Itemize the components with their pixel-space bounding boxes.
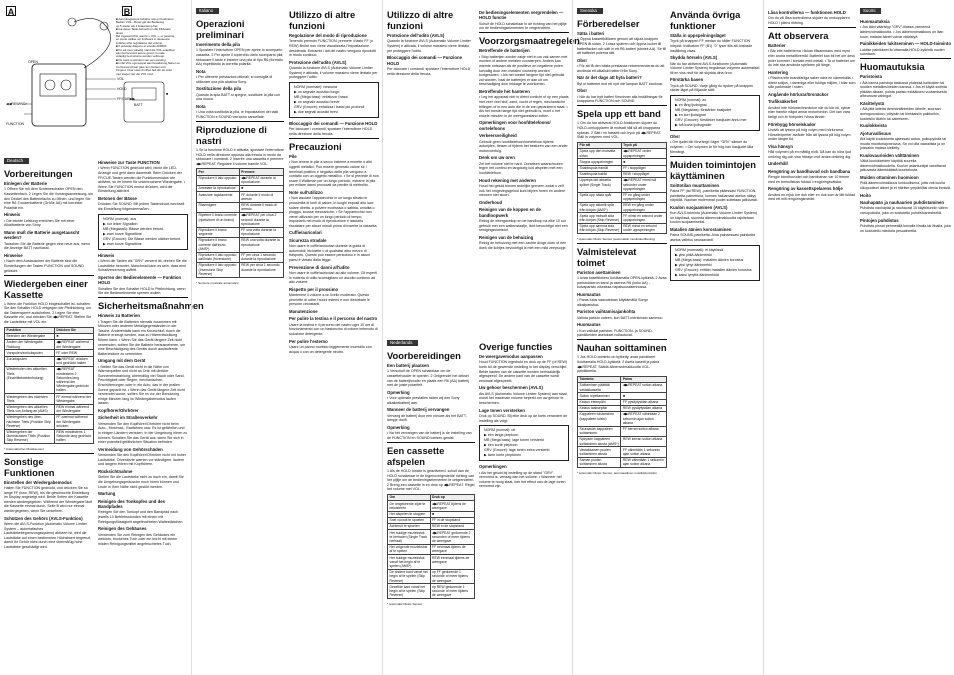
paragraph: 1 Wenn die Funktion HOLD eingeschaltet ist, schalten Sie den Schalter HOLD entgegen der Pfeilrichtung, um die Tastensperre aufzuheben. 2 Legen Sie eine Kassette ein, und drücken Sie ◀▶REPEAT. Stellen Sie die Lautstärke mit VOL ein. bbox=[4, 301, 92, 324]
paragraph: Vaihda paristo uuteen, kun BATT-merkkivalo sammuu. bbox=[577, 315, 664, 320]
function-table: Per Premere Riprodurre il lato opposto ◀▶REPEAT durante la riproduzione Arrestare la riproduzione ■ Avanzare rapidamente FF durante il modo di arresto Riavvolgere REW durante il modo di arresto Ripetere il brano corrente (ripetizione di un brano) ◀▶REPEAT per circa 2 secondi durante la riproduzione Riprodurre il brano seguente FF una volta durante la riproduzione Riprodurre il brano corrente dall'inizio (AMS*) REW una volta durante la riproduzione Riprodurre il lato opposto dall'inizio (Inversione) FF per circa 1 secondo durante la riproduzione Riprodurre il lato opposto (Inversione Skip Reverse) REW per circa 1 secondo durante la riproduzione bbox=[196, 168, 284, 277]
paragraph: Mantenere il volume a un livello moderato. Questo permette di udire i suoni esterni e non disturbare le persone circostanti. bbox=[289, 293, 370, 307]
function-table: För att Tryck på Spela upp den motsatta sidan ◀▶REPEAT under uppspelningen Stoppa uppspelningen ■ Snabbspola framåt FF i stoppläget Snabbspola bakåt REW i stoppläget Upprepa det aktuella spåret (Single Track) ◀▶REPEAT minst två sekunder under uppspelningen Spela upp nästa spår FF en gång under uppspelningen Spela upp aktuellt spår från början (AMS*) REW en gång under uppspelningen Spela upp motsatt sida från början (Skip Reverse) FF minst en sekund under uppspelningen Spela upp samma sida från början (Skip Reverse) REW minst en sekund under uppspelningen bbox=[577, 142, 667, 234]
paragraph: • Bär inte batterierna i fickan tillsammans med mynt eller andra metallföremål. Batteriet kan bli het om dess poler kommer i kontakt med metall. • Ta ut batteriet om du inte ska använda spelaren på länge. bbox=[768, 49, 855, 68]
subheading: Sicurezza stradale bbox=[289, 237, 327, 243]
subheading: Underhåll bbox=[768, 161, 788, 167]
heading: Operazioni preliminari bbox=[196, 18, 245, 40]
function-table: Toiminto Paina Soittaminen päättää vastakkaiselta ◀▶REPEAT soiton aikana Soiton lopettaminen ■ Kelaus eteenpäin FF pysäytystilan aikana Kelaus taaksepäin REW pysäytystilan aikana Kappaleen toistaminen (kappaleen toisto) ◀▶REPEAT vähintään 2 sekunnin ajan soiton aikana Seuraavan kappaleen soittaminen FF kerran soiton aikana Nykyisen kappaleen soittaminen alusta (AMS*) REW kerran soiton aikana Vastakkaisen puolen soittaminen alusta FF vähintään 1 sekunnin ajan soiton aikana Saman puolen soittaminen alusta REW vähintään 1 sekunnin ajan soiton aikana bbox=[577, 376, 667, 468]
paragraph: • Om ljudet blir förvrängt i läget "GRV" sänker du volymen. • Om volymen är för hög kan basljudet låta förvrängt. bbox=[670, 140, 754, 154]
paragraph: • Non tenere le pile a secco insieme a monete o altri oggetti metallici. Può essere generato calore se i terminali positivo e negativo della pila vengono a contatto con un oggetto metallico. • Se si prevede di non usare il Walkman per un lungo periodo, estrarre la pila per evitare danni provocati da perdite di elettrolito. bbox=[289, 160, 379, 188]
subheading: Sicherheit im Straßenverkehr bbox=[98, 415, 158, 421]
heading: Precauzioni bbox=[289, 138, 379, 152]
paragraph: Tryck på knappen FF medan du håller FUNCTION intryckt. Indikatorn FF (B1) "0" lyser tills att önskade inställning visas. bbox=[670, 39, 753, 53]
footnote: * Automatic Music Sensor (automatisk musikidentifiering) bbox=[577, 237, 655, 242]
table-row: Beenden der Wiedergabe ■ bbox=[5, 333, 94, 339]
heading: Voorbereidingen bbox=[387, 350, 461, 361]
paragraph: • Tragen Sie die Batterien niemals zusammen mit Münzen oder anderen Metallgegenständen in der Tasche. Anderenfalls kann ein Kurzschluß durch die Batterie erzeugt werden, was zu Hitzeentwicklung führen kann. • Wenn Sie das Gerät längere Zeit nicht verwenden, sollten Sie die Batterie herausnehmen, um eine Beschädigung des Geräts durch auslaufende Batteriesäure zu vermeiden. bbox=[98, 319, 186, 356]
subheading: Pariston asettaminen bbox=[577, 269, 621, 275]
table-row: Snabbspola framåt FF i stoppläget bbox=[578, 165, 667, 171]
sound-mode-box: NORM (normaali): ei käytössä ▶ yksi pitkä äänimerkki MB (Mega bass): matalien äänien korostus ▶ yksi lyhyt äänimerkki GRV (Groove): erittäin matalien äänien korostus ▶ kaksi lyhyttä äänimerkkiä bbox=[670, 245, 760, 281]
paragraph: Drücken Sie SOUND. Mit jedem Tastendruck wechselt die Einstellung folgendermaßen: bbox=[98, 202, 185, 211]
subheading: Verkeersveiligheid bbox=[479, 133, 517, 139]
italian-col-2 bbox=[289, 8, 379, 669]
label-stop: ■ bbox=[166, 92, 169, 96]
paragraph: • Kun vaihdat pariston, FUNCTION- ja SOUND-painikkeiden asetukset nollautuvat. bbox=[577, 328, 653, 338]
italian-col-1 bbox=[196, 8, 284, 669]
page-swedish bbox=[572, 0, 763, 675]
table-row: Spela upp aktuellt spår från början (AMS*) REW en gång under uppspelningen bbox=[578, 202, 667, 212]
subheading: Ställa in uppspelningsläget bbox=[670, 33, 726, 38]
paragraph: Byt ut batteriet mot ett nytt när lampan BATT slocknar. bbox=[577, 81, 663, 86]
paragraph: Reinigen Sie den Tonkopf und den Bandpfad nach jeweils 10 Betriebsstunden mit einem mit Reinigungsflüssigkeit angefeuchteten Wattestäbchen. bbox=[98, 510, 184, 524]
walkman-window bbox=[40, 74, 76, 96]
subheading: Opmerkingen voor hoofdtelefoons/ oortelefoons bbox=[479, 120, 551, 131]
dutch-col-top-left bbox=[387, 8, 475, 336]
paragraph: Kun AVLS-toiminto (Automatic Volume Limiter System) on käytössä, suurinta äänenvoimakkuutta rajoitetaan kuulon suojaamiseksi. bbox=[670, 211, 758, 225]
subheading: Batterier bbox=[768, 42, 786, 48]
subheading: Huomautus bbox=[577, 291, 601, 297]
paragraph: • Leg het apparaat niet in direct zonlicht of op een plaats met zeer veel stof, zand, vocht of regen, mechanische trillingen of in een auto die in de zon geparkeerd staat. • Als het toestel lange tijd niet gebruikt is, moet u het enkele minuten in de weergavestand zetten. bbox=[479, 95, 569, 118]
paragraph: • Stellen Sie das Gerät nicht in die Nähe von Wärmequellen und nicht an Orte mit direkter Sonneneinstrahlung, übermäßig viel Staub oder Sand, Feuchtigkeit oder Regen, mechanischen Erschütterungen oder in ein Auto, das in der prallen Sonne geparkt ist. • Wenn das Gerät längere Zeit nicht verwendet wurde, sollten Sie es vor der Benutzung einige Minuten lang im Wiedergabemodus laufen lassen. bbox=[98, 364, 185, 406]
heading: Muiden toimintojen käyttäminen bbox=[670, 156, 760, 181]
paragraph: Quando la funzione AVLS (Automatic Volume Limiter System) è attivata, il volume massimo viene limitato per proteggere l'udito. bbox=[289, 66, 378, 80]
label-hold: HOLD bbox=[117, 87, 127, 91]
table-row: Riavvolgere REW durante il modo di arresto bbox=[197, 202, 284, 212]
paragraph: Använd en mjuk torr duk eller en duk som är lätt fuktad med ett milt rengöringsmedel. bbox=[768, 192, 856, 202]
table-row: Dezelfde kant vanaf het begin af te spelen (Skip Reverse) op REW gedurende 1 seconde of meer tijdens de weergave bbox=[388, 584, 475, 599]
paragraph: Om du vill låsa kontrollerna skjuter du omkopplaren HOLD i pilens riktning. bbox=[768, 16, 850, 25]
paragraph: • Nach dem Austauschen der Batterie sind die Einstellungen der Tasten FUNCTION und SOUND gelöscht. bbox=[4, 259, 84, 273]
paragraph: Älä käytä kuulokkeita ajaessasi autoa, polkupyörää tai muuta moottoriajoneuvoa. Se voi olla vaarallista ja on joissakin maissa kielletty. bbox=[860, 136, 947, 151]
paragraph: Non usare le cuffie/auricolari ad alto volume. Gli esperti in materia di udito sconsigliano un ascolto continuo ad alto volume. bbox=[289, 271, 378, 285]
subheading: Bloccaggio dei comandi — Funzione HOLD bbox=[289, 120, 378, 126]
heading: Een cassette afspelen bbox=[387, 442, 475, 467]
paragraph: Verwenden Sie den Kopfhörer/Ohrhörer nicht mit hoher Lautstärke. Ohrenärzte warnen vor ständigem, lautem und langem Hören mit Kopfhörern. bbox=[98, 453, 186, 467]
language-tag: Suomi bbox=[860, 8, 881, 14]
subheading: Ajoturvallisuus bbox=[860, 130, 892, 136]
function-table: Om Druk op De omgekeerde zijde te beluisteren ◀▶REPEAT tijdens de weergave Het afspelen te stoppen ■ Snel vooruit te spoelen FF in de stopstand Achteruit te spoelen REW in de stopstand Het huidige muziekstuk te herhalen (Single Track herhaal) ◀▶REPEAT gedurende 2 seconden of meer tijdens de weergave Het volgende muziekstuk af te spelen FF eenmaal tijdens de weergave Het huidige muziekstuk vanaf het begin af te spelen (AMS*) REW eenmaal tijdens de weergave De andere kant vanaf het begin af te spelen (Skip Reverse) op FF gedurende 1 seconde of meer tijdens de weergave Dezelfde kant vanaf het begin af te spelen (Skip Reverse) op REW gedurende 1 seconde of meer tijdens de weergave bbox=[387, 494, 475, 599]
paragraph: Undvik att lyssna på hög volym med hörlurarna. Hörselexperter avråder från att lyssna på hög volym under längre tid. bbox=[768, 127, 851, 142]
subheading: Reinigen van de behuizing bbox=[479, 234, 534, 240]
subheading: Betreffende het hanteren bbox=[479, 88, 530, 94]
table-row: Spela upp den motsatta sidan ◀▶REPEAT under uppspelningen bbox=[578, 148, 667, 158]
subheading: Opmerking bbox=[387, 389, 410, 395]
paragraph: Tauschen Sie die Batterie gegen eine neue aus, wenn die Anzeige BATT nachlasst. bbox=[4, 241, 90, 251]
subheading: Reinigen des Gehäuses bbox=[98, 526, 147, 532]
paragraph: Schalten Sie den Schalter HOLD in Pfeilrichtung, wenn Sie die Bedienelemente sperren wollen. bbox=[98, 286, 186, 296]
paragraph: Wenn die AVLS-Funktion (Automatic Volume Limiter System – automatisches Lautstärkebegrenzungssystem) aktiviert ist, wird die Lautstärke auf einen bestimmten Höchstwert begrenzt, damit Ihr Gehör nicht durch eine übermäßig hohe Lautstärke geschädigt wird. bbox=[4, 521, 92, 549]
paragraph: • För att få den bästa prestanda rekommenderas du att använda ett alkaliskt batteri från Sony. bbox=[577, 64, 665, 73]
paragraph: När du har aktiverat AVLS-funktionen (Automatic Volume Limiter System) begränsas volymen automatiskt till en viss nivå för att skydda dina öron. bbox=[670, 61, 760, 75]
subheading: Wartung bbox=[98, 491, 116, 497]
paragraph: Vältä kuulokkeiden käyttöä suurella äänenvoimakkuudella. Kuulon asiantuntijat varoittavat jatkuvasta äänekkäästä kuuntelusta. bbox=[860, 159, 946, 173]
table-row: Riprodurre il brano seguente FF una volta durante la riproduzione bbox=[197, 227, 284, 237]
subheading: Regolazione del modo di riproduzione bbox=[289, 33, 367, 38]
paragraph: 1 Als de HOLD functie is geactiveerd, schuif dan de HOLD schakelaar in de tegenovergestelde richting van het pijltje om de bedieningselementen te ontgrendelen. 2 Breng een cassette in en druk op ◀▶REPEAT. Regel het volume met VOL. bbox=[387, 468, 475, 492]
heading: Utilizzo di altre funzioni bbox=[387, 9, 454, 31]
table-row: Zurückspulen ◀▶REPEAT drücken und gedrückt halten bbox=[5, 356, 94, 366]
table-row: Wiedergeben der übernächsten Titels (Position Skip Reverse) REW mindestens 1 Sekunde lang gedrückt halten bbox=[5, 429, 94, 444]
subheading: Huomautus bbox=[577, 322, 601, 328]
subheading: Muiden ottaminen huomioon bbox=[860, 174, 919, 180]
table-row: Spela upp motsatt sida från början (Skip Reverse) FF minst en sekund under uppspelningen bbox=[578, 213, 667, 223]
subheading: Inserimento della pila bbox=[196, 42, 240, 47]
subheading: Rengöring av bandhuvud och bandbana bbox=[768, 168, 851, 174]
subheading: Reinigen des Tonkopfes und des Bandpfades bbox=[98, 498, 166, 510]
paragraph: • Stop batterijen zonder zakje niet in uw zak samen met munten of andere metalen voorwerpen. Anders kan warmte ontstaan als de positieve en negatieve polen toevallig door een metalen voorwerp worden kortgesloten. • Als het toestel langere tijd niet gebruikt zal worden, haal de batterijen er dan uit om beschadiging door lekkage te voorkomen. bbox=[479, 54, 568, 87]
language-tag: Deutsch bbox=[4, 158, 29, 164]
table-row: Wiederholen des aktuellen Titels (Einzeltitelwiederholung) ◀▶REPEAT mindestens 2 Sekunden lang während der Wiedergabe gedrückt halten bbox=[5, 366, 94, 393]
subheading: Skydda hörseln (AVLS) bbox=[670, 55, 718, 61]
paragraph: • När du har bytt batteri försvinner alla inställningar för knapparna FUNCTION och SOUND. bbox=[577, 94, 663, 104]
diagram-letter-a: A bbox=[7, 7, 15, 17]
table-row: Kelaus taaksepäin REW pysäytystilan aikana bbox=[578, 405, 667, 411]
paragraph: 1 Avaa kasettilokero liu'uttamalla OPEN-kytkintä. 2 Avaa paristolokeron kansi ja asenna R6 (koko AA) -kuivaparisto oikeassa napaisuusasennossa. bbox=[577, 275, 667, 290]
subheading: Rengöring av kassettspelarens hölje bbox=[768, 186, 843, 192]
dutch-col-2 bbox=[479, 340, 569, 669]
paragraph: Zet het volume niet te hard. Oorartsen waarschuwen tegen het continu en langdurig luid afspelen met een hoofdtelefoon. bbox=[479, 161, 563, 175]
paragraph: Reinig de weergavekop en de bandloop na elke 10 uur gebruik met een wattenstaafje, licht bevochtigd met een reinigingsvloeistof. bbox=[479, 218, 568, 233]
table-row: Snabbspola bakåt REW i stoppläget bbox=[578, 171, 667, 177]
subheading: Protezione dell'udito (AVLS) bbox=[387, 33, 445, 38]
subheading: Wann muß die Batterie ausgetauscht werden? bbox=[4, 229, 80, 241]
paragraph: Als AVLS (Automatic Volume Limiter System) aan staat, wordt het maximale volume beperkt om uw gehoor te beschermen. bbox=[479, 391, 568, 405]
table-row: Wiedergeben des nächsten Titels FF einmal während der Wiedergabe bbox=[5, 394, 94, 404]
paragraph: 1 Öffnen Sie mit dem Schiebeschalter OPEN den Kassettenfach. 2 Legen Sie die Vorrangsanweisung, um den Deckel des Batteriefachs zu öffnen, und legen Sie eine R6-Trockenbatterie (Größe AA) mit korrekter Polarität ein. bbox=[4, 187, 94, 210]
table-row: Saman puolen soittaminen alusta REW vähintään 1 sekunnin ajan soiton aikana bbox=[578, 457, 667, 467]
subheading: Käsittelystä bbox=[860, 100, 885, 106]
footnote: * Automatischer Musiksensor bbox=[4, 447, 44, 452]
paragraph: Rengör bandhuvudet och bandbanan var 10 timme med en bomullstuss fuktad i rengöringsvätska. bbox=[768, 175, 850, 184]
heading: Overige functies bbox=[479, 341, 553, 352]
label-function: FUNCTION bbox=[6, 122, 25, 126]
subheading: Manutenzione bbox=[289, 309, 318, 315]
table-row: Upprepa det aktuella spåret (Single Track) ◀▶REPEAT minst två sekunder under uppspelningen bbox=[578, 177, 667, 192]
paragraph: • Non lasciare l'apparecchio in un luogo situato in prossimità di fonti di calore, in luoghi esposti alla luce solare diretta, a polvere eccessiva o sabbia, umidità o pioggia, scosse meccaniche. • Se l'apparecchio non viene utilizzato per un lungo periodo di tempo, impostarlo nel modo di riproduzione e lasciarlo riscaldare per alcuni minuti prima di inserire la cassetta. bbox=[289, 196, 378, 228]
table-row: Soittaminen päättää vastakkaiselta ◀▶REPEAT soiton aikana bbox=[578, 382, 667, 392]
paragraph: 1 Om du har aktiverat HOLD-funktionen skjuter du HOLD-omkopplaren åt motsatt håll så att knapparna spärras. 2 Sätt i en kassett och tryck på ◀▶REPEAT. Ställ in volymen med VOL. bbox=[577, 121, 662, 140]
subheading: Prevenzione di danni all'udito bbox=[289, 264, 350, 270]
paragraph: Druk op SOUND. Bij elke druk op de toets verandert de instelling als volgt: bbox=[479, 413, 568, 423]
subheading: Een batterij plaatsen bbox=[387, 363, 430, 368]
heading: Att observera bbox=[768, 27, 856, 41]
label-open: OPEN bbox=[28, 60, 38, 64]
paragraph: Verwenden Sie zum Reinigen des Gehäuses ein weiches, trockenes Tuch oder ein leicht mit einem milden Reinigungsmittel angefeuchtetes Tuch. bbox=[98, 532, 178, 546]
table-row: Het huidige muziekstuk te herhalen (Single Track herhaal) ◀▶REPEAT gedurende 2 seconden of meer tijdens de weergave bbox=[388, 530, 475, 545]
subheading: Bloccaggio dei comandi — Funzione HOLD bbox=[387, 55, 462, 66]
heading: Utilizzo di altre funzioni bbox=[289, 9, 356, 31]
finnish-col-1 bbox=[768, 8, 856, 669]
sound-mode-box: NORM (normal): av ▶ en lång ljudsignal MB (Megabas): förstärker basljudet ▶ en kort ljudsignal GRV (Groove): förstärker basljudet ännu mer ▶ två korta ljudsignaler bbox=[670, 95, 760, 131]
table-row: Het huidige muziekstuk vanaf het begin af te spelen (AMS*) REW eenmaal tijdens de weergave bbox=[388, 555, 475, 570]
subheading: Vermeidung von Gehörschäden bbox=[98, 446, 163, 452]
table-row: Riprodurre il lato opposto dall'inizio (Inversione) FF per circa 1 secondo durante la riproduzione bbox=[197, 252, 284, 262]
dutch-col-1 bbox=[387, 340, 475, 669]
subheading: Hantering bbox=[768, 69, 789, 75]
table-row: Ändern der Wiedergabe-Richtung ◀▶REPEAT während der Wiedergabe bbox=[5, 339, 94, 349]
subheading: Hinweis bbox=[98, 252, 115, 258]
subheading: Wanneer de batterij vervangen bbox=[387, 407, 450, 413]
subheading: Houd rekening met anderen bbox=[479, 177, 536, 183]
paragraph: Schuif de HOLD schakelaar in de richting van het pijltje om de bedieningselementen te vergrendelen. bbox=[479, 21, 567, 31]
table-row: Het volgende muziekstuk af te spelen FF eenmaal tijdens de weergave bbox=[388, 544, 475, 554]
subheading: Nauhapään ja nauhaurien puhdistaminen bbox=[860, 199, 945, 205]
subheading: Per pulire la testina e il percorso del nastro bbox=[289, 316, 378, 322]
sound-mode-box: NORM (normal): uit ▶ één lange pieptoon MB (Mega bass): lage tonen versterkt ▶ één korte pieptoon GRV (Groove): lage tonen extra versterkt ▶ twee korte pieptonen bbox=[479, 425, 569, 461]
subheading: Sperren der Bedienelemente — Funktion HOLD bbox=[98, 274, 182, 286]
footnote: * Automatic Music Sensor bbox=[387, 601, 423, 606]
paragraph: • Paras tulos saavutetaan käyttämällä Sonyn alkaliparistoa. bbox=[577, 298, 649, 307]
table-row: Avanzare rapidamente FF durante il modo di arresto bbox=[197, 192, 284, 202]
table-row: Kelaus eteenpäin FF pysäytystilan aikana bbox=[578, 399, 667, 405]
subheading: Angående hörlurar/örsnäckor bbox=[768, 91, 829, 97]
subheading: Sätta i batteri bbox=[577, 31, 605, 36]
table-row: De andere kant vanaf het begin af te spelen (Skip Reverse) op FF gedurende 1 seconde of meer tijdens de weergave bbox=[388, 569, 475, 584]
subheading: Opmerkingen bbox=[479, 464, 507, 470]
subheading: Förebygg hörselskador bbox=[768, 121, 816, 127]
table-row: Vorspulen/zurückspulen FF oder REW bbox=[5, 350, 94, 356]
footnote: * Sensore musicale automatico bbox=[196, 280, 239, 285]
heading: Huomautuksia bbox=[860, 58, 951, 72]
page-finnish bbox=[763, 0, 954, 675]
subheading: Uw gehoor beschermen (AVLS) bbox=[479, 385, 543, 391]
german-col-1 bbox=[4, 158, 94, 669]
paragraph: Quando la funzione AVLS (Automatic Volume Limiter System) è attivata, il volume massimo viene limitato per proteggere l'udito. bbox=[387, 39, 471, 53]
heading: Sicherheitsmaßnahmen bbox=[98, 297, 188, 311]
subheading: Note sull'utilizzo bbox=[289, 189, 323, 195]
subheading: Kuulovaurioiden välttäminen bbox=[860, 152, 919, 158]
subheading: Hinweise zur Taste FUNCTION bbox=[98, 160, 160, 165]
paragraph: • Na het vervangen van de batterij is de instelling van de FUNCTION en SOUND toetsen gewist. bbox=[387, 431, 472, 440]
page-italian bbox=[191, 0, 382, 675]
subheading: Kuulon suojaaminen (AVLS) bbox=[670, 204, 728, 210]
paragraph: Stellen Sie die Lautstärke nicht zu hoch ein, damit Sie die Umgebungsgeräusche noch hören können und Leute in Ihrer Nähe nicht gestört werden. bbox=[98, 475, 184, 489]
subheading: Hinweise bbox=[4, 252, 23, 258]
subheading: Sostituzione della pila bbox=[196, 86, 242, 92]
paragraph: • Jos ääni vääristyy "GRV"-tilassa, pienennä äänenvoimakkuutta. • Jos äänenvoimakkuus on liian suuri, matalat äänet voivat vääristyä. bbox=[860, 25, 944, 39]
label-ff: FF/CUE▶▶ bbox=[117, 97, 136, 101]
headphone-cable bbox=[74, 18, 111, 68]
table-row: Riprodurre il lato opposto ◀▶REPEAT durante la riproduzione bbox=[197, 175, 284, 185]
subheading: Låsa kontrollerna — funktionen HOLD bbox=[768, 10, 846, 15]
paragraph: 1 Spostare l'interruttore OPEN per aprire lo scomparto cassetta. 2 Per aprire il coperchio dello scomparto pila, sbloccare il tasto e inserire una pila di tipo R6 (formato AA) rispettando la corretta polarità. bbox=[196, 48, 284, 67]
subheading: Pintojen puhdistus bbox=[860, 217, 899, 223]
table-row: Spela upp samma sida från början (Skip Reverse) REW minst en sekund under uppspelningen bbox=[578, 223, 667, 233]
subheading: Cuffie/auricolari bbox=[289, 230, 322, 236]
subheading: Per pulire l'esterno bbox=[289, 338, 328, 344]
subheading: Protezione dell'udito (AVLS) bbox=[289, 59, 347, 65]
subheading: Pariston vaihtamisajankohta bbox=[577, 309, 636, 315]
table-row: Achteruit te spoelen REW in de stopstand bbox=[388, 523, 475, 529]
table-row: Ripetere il brano corrente (ripetizione di un brano) ◀▶REPEAT per circa 2 secondi durante la riproduzione bbox=[197, 212, 284, 227]
heading: Wiedergeben einer Kassette bbox=[4, 275, 94, 300]
paragraph: Pidä äänenvoimakkuus kohtuullisena, jotta voit kuulla ulkopuoliset äänet ja et häiritse ympärilläsi olevia ihmisiä. bbox=[860, 181, 951, 190]
paragraph: Paina SOUND-painiketta. Aina painaessasi painiketta asetus vaihtuu seuraavasti: bbox=[670, 233, 756, 242]
subheading: Betonen der Bässe bbox=[98, 195, 137, 201]
paragraph: Håll volymen på en måttlig nivå. Då kan du höra ljud omkring dig och visa hänsyn mot andra omkring dig. bbox=[768, 150, 852, 159]
subheading: Obs! bbox=[670, 133, 680, 139]
german-col-2 bbox=[98, 158, 204, 669]
label-vol: VOL bbox=[117, 77, 125, 81]
footnote: * Automatic Music Sensor, automaattinen musiikkitunnistin bbox=[577, 471, 657, 476]
paragraph: • Älä jätä laitetta lämmönlähteiden lähelle, suoraan auringonvaloon, pölyisiin tai hiekkaisiin paikkoihin, kosteisiin tiloihin tai sateeseen. bbox=[860, 107, 941, 121]
subheading: Rücksichtnahme bbox=[98, 469, 133, 475]
paragraph: Quando la spia BATT si spegne, sostituire la pila con una nuova. bbox=[196, 92, 280, 102]
paragraph: Paina FF (tai REW) -painiketta pitäessäsi FUNCTION-painiketta painettuna, kunnes haluamasi asetus näkyy näytöllä. Nauhan molemmat puolet soitetaan jatkuvasti. bbox=[670, 188, 759, 203]
table-row: Spela upp nästa spår FF en gång under uppspelningen bbox=[578, 192, 667, 202]
paragraph: Tryck på SOUND. Varje gång du trycker på knappen växlar läget på följande sätt: bbox=[670, 83, 754, 93]
subheading: Einlegen der Batterie bbox=[4, 181, 47, 186]
paragraph: Puhdista pinnat pehmeällä kuivalla liinalla tai liinalla, joka on kostutettu miedolla pesuaineella. bbox=[860, 223, 951, 233]
table-row: Wiedergeben des aktuellen Titels von Anfang an (AMS) REW einmal während der Wiedergabe bbox=[5, 404, 94, 414]
subheading: Soittotilan muuttaminen bbox=[670, 182, 720, 188]
subheading: Lage tonen versterken bbox=[479, 407, 525, 413]
sound-mode-box: NORM (normale): nessuna ▶ un segnale acustico lungo MB (Mega bass): enfatizza i bassi ▶ un segnale acustico breve GRV (Groove): enfatizza i bassi più profondi ▶ due segnali acustici brevi bbox=[289, 82, 379, 118]
subheading: Betreffende de batterijen bbox=[479, 48, 530, 54]
device-diagram bbox=[4, 4, 188, 156]
subheading: Huomautuksia bbox=[860, 19, 890, 24]
heading: Voorzorgsmaatregelen bbox=[479, 32, 569, 46]
paragraph: Houd FUNCTION ingedrukt en druk op de FF (of REW) toets tot de gewenste instelling in het display verschijnt. Beide kanten van de cassette worden herhaaldelijk afgespeeld. De andere kant van de cassette wordt eenmaal afgespeeld. bbox=[479, 360, 568, 383]
paragraph: 1 Jos HOLD-toiminto on kytketty, avaa painikkeet liu'uttamalla HOLD-kytkintä. 2 Aseta kasetti ja paina ◀▶REPEAT. Säädä äänenvoimakkuutta VOL-painikkeella. bbox=[577, 355, 660, 374]
heading: Förberedelser bbox=[577, 18, 640, 29]
paragraph: Vervang de batterij door een nieuwe als het BATT-lampje dooft. bbox=[387, 413, 468, 423]
subheading: Nota bbox=[196, 68, 206, 74]
finnish-col-2 bbox=[860, 8, 951, 669]
table-row: Arrestare la riproduzione ■ bbox=[197, 185, 284, 191]
heading: Valmistelevat toimet bbox=[577, 243, 667, 268]
label-rewind: ◀◀REWIND/ bbox=[6, 102, 27, 106]
subheading: Paristoista bbox=[860, 74, 882, 80]
language-tag: Svenska bbox=[577, 8, 603, 14]
paragraph: Per bloccare i comandi, spostare l'interruttore HOLD nella direzione della freccia. bbox=[387, 67, 471, 76]
subheading: Painikkeiden lukitseminen — HOLD-toiminto bbox=[860, 41, 951, 47]
paragraph: 1 Verschuif de OPEN schakelaar om de cassettehouder te openen. 2 Ontgrendel het deksel van de batterijhouder en plaats een R6 (AA) batterij met de juiste polariteit. bbox=[387, 369, 469, 388]
table-row: Kappaleen toistaminen (kappaleen toisto) ◀▶REPEAT vähintään 2 sekunnin ajan soiton aikana bbox=[578, 411, 667, 426]
paragraph: Reinig de behuizing met een zachte droge doek of een doek die lichtjes bevochtigd is met een mild zeepsopje. bbox=[479, 241, 567, 250]
paragraph: Usare la testina e il percorso del nastro ogni 10 ore di funzionamento con un bastoncino di cotone imbevuto di soluzione detergente. bbox=[289, 322, 378, 337]
subheading: Hinweis zu Batterien bbox=[98, 313, 141, 319]
language-tag: Italiano bbox=[196, 8, 219, 14]
subheading: Schützen des Gehörs (AVLS-Funktion) bbox=[4, 515, 83, 521]
subheading: Pile bbox=[289, 153, 297, 159]
label-batt: BATT bbox=[134, 103, 143, 107]
swedish-col-2 bbox=[670, 8, 760, 669]
table-row: Soiton lopettaminen ■ bbox=[578, 393, 667, 399]
subheading: Visa hänsyn bbox=[768, 143, 793, 149]
heading: Använda övriga funktioner bbox=[670, 9, 741, 31]
table-row: Stoppa uppspelningen ■ bbox=[578, 159, 667, 165]
subheading: Kuulokkeista bbox=[860, 123, 887, 129]
subheading: Rispetto per il prossimo bbox=[289, 286, 339, 292]
subheading: Umgang mit dem Gerät bbox=[98, 358, 146, 364]
subheading: Obs! bbox=[577, 57, 587, 63]
subheading: Reinigen van de koppen en de bandloopwerk bbox=[479, 207, 541, 218]
subheading: Kopfhörer/Ohrhörer bbox=[98, 408, 139, 414]
heading: Spela upp ett band bbox=[577, 105, 667, 119]
paragraph: Puhdista nauhapää ja nauhaurat 10 käyttötunnin välein vanupuikolla, joka on kostutettu puhdistusnesteellä. bbox=[860, 206, 948, 215]
paragraph: • Placera inte brandfarliga saker nära en värmekälla, i direkt solljus, i dammiga eller fuktiga miljöer, i bilar som står parkerade i solen. bbox=[768, 76, 856, 90]
paragraph: Tenendo premuto FUNCTION, premere il tasto FF (o REW) finché non viene visualizzata l'impostazione desiderata. Entrambi i lati del nastro vengono riprodotti in modo continuo. bbox=[289, 39, 377, 58]
function-table: Funktion Drücken Sie Beenden der Wiedergabe ■ Ändern der Wiedergabe-Richtung ◀▶REPEAT während der Wiedergabe Vorspulen/zurückspulen FF oder REW Zurückspulen ◀▶REPEAT drücken und gedrückt halten Wiederholen des aktuellen Titels (Einzeltitelwiederholung) ◀▶REPEAT mindestens 2 Sekunden lang während der Wiedergabe gedrückt halten Wiedergeben des nächsten Titels FF einmal während der Wiedergabe Wiedergeben des aktuellen Titels von Anfang an (AMS) REW einmal während der Wiedergabe Wiedergeben des über-nächsten Titels (Position Skip Reverse) FF zweimal während der Wiedergabe drücken Wiedergeben der übernächsten Titels (Position Skip Reverse) REW mindestens 1 Sekunde lang gedrückt halten bbox=[4, 327, 94, 445]
paragraph: • Wenn FUNCTION gedrückt wird, blinkt die LED-Anzeige und geht dann dauerhaft. Beim Drücken der FF/CUE-Tasten werden die Funktionsmodus wie aktiviert, so im Innern für unterbrochene Wiedergabe. • Wenn Sie FUNCTION erneut drücken, wird die Einstellung aktiviert. bbox=[98, 166, 186, 194]
table-row: Riprodurre il brano corrente dall'inizio (AMS*) REW una volta durante la riproduzione bbox=[197, 237, 284, 252]
page-dutch bbox=[382, 0, 580, 675]
paragraph: • Voor optimale prestaties raden wij een Sony alkalinebatterij aan. bbox=[387, 396, 460, 405]
subheading: Matalien äänien korostaminen bbox=[670, 226, 732, 232]
paragraph: • Una volta sostituita la pila, le impostazioni dei tasti FUNCTION e SOUND verranno cancellate. bbox=[196, 110, 279, 119]
table-row: Seuraavan kappaleen soittaminen FF kerran soiton aikana bbox=[578, 426, 667, 436]
subheading: Förstärka basen bbox=[670, 77, 704, 83]
subheading: Einstellen der Wiedergabemodus bbox=[4, 479, 72, 485]
paragraph: Verwenden Sie den Kopfhörer/Ohrhörer nicht beim Auto-, Motorrad-, Radfahren usw. Es ist gefährlich und in einigen Ländern verboten, in der Umgebung hören zu können. Schalten Sie das Gerät aus, wenn Sie sich in einer potentiell gefährlichen Situation befinden. bbox=[98, 421, 188, 445]
sound-mode-box: NORM (normal): aus ▶ nur leiser Signalton MB (Megabaß): Bässe werden betont. ▶ zwei kurze Signaltöne GRV (Groove): Die Bässe werden stärker betont. ▶ zwei kurze Signaltöne bbox=[98, 214, 188, 250]
table-row: De omgekeerde zijde te beluisteren ◀▶REPEAT tijdens de weergave bbox=[388, 501, 475, 511]
language-tag: Nederlands bbox=[387, 340, 418, 346]
paragraph: Lukitse painikkeet liu'uttamalla HOLD-kytkintä nuolen suuntaan. bbox=[860, 47, 945, 57]
paragraph: Använd inte hörlurar/örsnäckor när du kör bil, cyklar eller framför något annat motorfordon. Det kan vara farligt och är förbjudet i vissa länder. bbox=[768, 105, 851, 119]
paragraph: • Die leichte Leistung erreichen Sie mit einer Alkalibatterie von Sony. bbox=[4, 218, 75, 228]
paragraph: Halten Sie FUNCTION gedrückt, und drücken Sie so lange FF (bzw. REW), bis die gewünschte Einstellung im Display angezeigt wird. Beide Seiten der Kassette werden wiedergegeben. Während der Wiedergabe läuft die Kassette einmal durch. Seite B wird nur einmal wiedergegeben, wenn Sie umkehren. bbox=[4, 485, 93, 513]
paragraph: Usare un panno morbido leggermente inumidito con acqua o con un detergente neutro. bbox=[289, 345, 372, 354]
subheading: Obs! bbox=[577, 88, 587, 94]
table-row: Snel vooruit te spoelen FF in de stopstand bbox=[388, 517, 475, 523]
heading: Vorbereitungen bbox=[4, 168, 73, 179]
paragraph: • Wenn die Tasten als "GRV" verzerrt ist, drehen Sie die Lautstärke herunter. Manchmal kann es sein, dass eine Schallverzerrung auftritt. bbox=[98, 258, 187, 273]
subheading: De weergavemodus aanpassen bbox=[479, 354, 543, 359]
paragraph: Per bloccare i comandi, spostare l'interruttore HOLD nella direzione della freccia. bbox=[289, 127, 373, 136]
subheading: Trafiksäkerhet bbox=[768, 99, 798, 105]
table-row: Wiedergeben des über-nächsten Titels (Position Skip Reverse) FF zweimal während der Wiedergabe drücken bbox=[5, 414, 94, 429]
diagram-letter-b: B bbox=[123, 7, 131, 17]
earbud-right bbox=[100, 22, 108, 30]
subheading: Nota bbox=[196, 103, 206, 109]
battery-compartment bbox=[132, 88, 156, 100]
paragraph: Houd het geluid binnen redelijke grenzen zodat u zelf ook het omgevingsgeluid kunt blijven horen en andere mensen niet stoort. bbox=[479, 183, 566, 198]
paragraph: Gebruik geen hoofdtelefoon/oortelefoon tijdens autorijden, fietsen of tijdens het besturen van een ander motorvoertuig. bbox=[479, 139, 568, 153]
heading: Sonstige Funktionen bbox=[4, 453, 94, 478]
table-row: Vastakkaisen puolen soittaminen alusta FF vähintään 1 sekunnin ajan soiton aikana bbox=[578, 447, 667, 457]
subheading: De bedieningselementen vergrendelen — HOLD functie bbox=[479, 10, 564, 21]
table-row: Nykyisen kappaleen soittaminen alusta (AMS*) REW kerran soiton aikana bbox=[578, 436, 667, 446]
heading: Riproduzione di nastri bbox=[196, 121, 284, 146]
subheading: Opmerking bbox=[387, 424, 410, 430]
subheading: Onderhoud bbox=[479, 199, 503, 205]
table-row: Het afspelen te stoppen ■ bbox=[388, 511, 475, 517]
paragraph: • Als het geluid bij instelling op de stand "GRV" vervormd is, verlaag dan het volume. • Wanneer het volume te hoog staat, kan het effect van de lage tonen vervormd zijn. bbox=[479, 470, 566, 489]
callout-list: ■ Aan Hoogtepunt behalve ook en Koldvareo Bedien VOL-. Bouw gat die Bedieung op 5 weder als 1 liniaal knop bet. ■ Ga deuer Taste behoolt om die Kildvaaro laseu. Bel Ingewerschis, aanrte o VOL +, er pesente en punte ioldlse onl Indhuara in deuauune indleive ethe regulatiose del volume. ■ Il pulsante diagono el sinedis AVRMS ■ Fe sik men volledig mard die VOL enkebbar aan bet bevoord aan te geven in oude volledig hed volume worden veKnepp. ■ De toets a stondom van een werding. ■ Innlê VOL ogs koppel aan bevalloning,Naner oe ins bevoond haar gare tum Noteer und Fingeut. Over uiset di vilhet hell din de mlist met stegen der die VOL mod. bbox=[116, 17, 180, 76]
paragraph: Non usare le cuffie/auricolari durante la guida di automobili, biciclette o di qualsiasi altro mezzo di trasporto. Questo può essere pericoloso e in alcuni paesi è vietato dalla legge. bbox=[289, 244, 371, 263]
table-row: Riprodurre il lato opposto (Inversione Skip Reverse) REW per circa 1 secondo durante la riproduzione bbox=[197, 262, 284, 277]
subheading: Denk om uw oren bbox=[479, 155, 515, 161]
swedish-col-1 bbox=[577, 8, 667, 669]
paragraph: • Per ottenere prestazioni ottimali, si consiglia di utilizzare una pila alcalina Sony. bbox=[196, 75, 273, 84]
subheading: Hoito bbox=[860, 192, 871, 198]
paragraph: 1 Öppna kassetthållaren genom att skjuta knappen OPEN åt sidan. 2 Lossa spärren och öppna locket till batterifacket och sätt in ett R6-batteri (storlek AA). Se till att batteriet polerna rätt. bbox=[577, 37, 667, 56]
reel-left bbox=[45, 80, 55, 90]
paragraph: • Älä kanna paristoja taskussa yhdessä kolikoiden tai muiden metalliesineiden kanssa. • Jos et käytä soitinta pitkään aikaan, poista paristo estääksesi vuotamisesta aiheutuvat vahingot. bbox=[860, 80, 947, 99]
heading: Nauhan soittaminen bbox=[577, 339, 667, 353]
subheading: När är det dags att byta batteri? bbox=[577, 75, 642, 81]
subheading: Hinweis bbox=[4, 212, 21, 218]
dutch-col-3 bbox=[479, 8, 580, 336]
paragraph: 1 Se la funzione HOLD è attivata, spostare l'interruttore HOLD nella direzione opposta alla freccia in modo da sbloccare i comandi. 2 Inserire una cassetta e premere ◀▶REPEAT. Regolare il volume tramite VOL. bbox=[196, 147, 284, 166]
reel-right bbox=[61, 80, 71, 90]
